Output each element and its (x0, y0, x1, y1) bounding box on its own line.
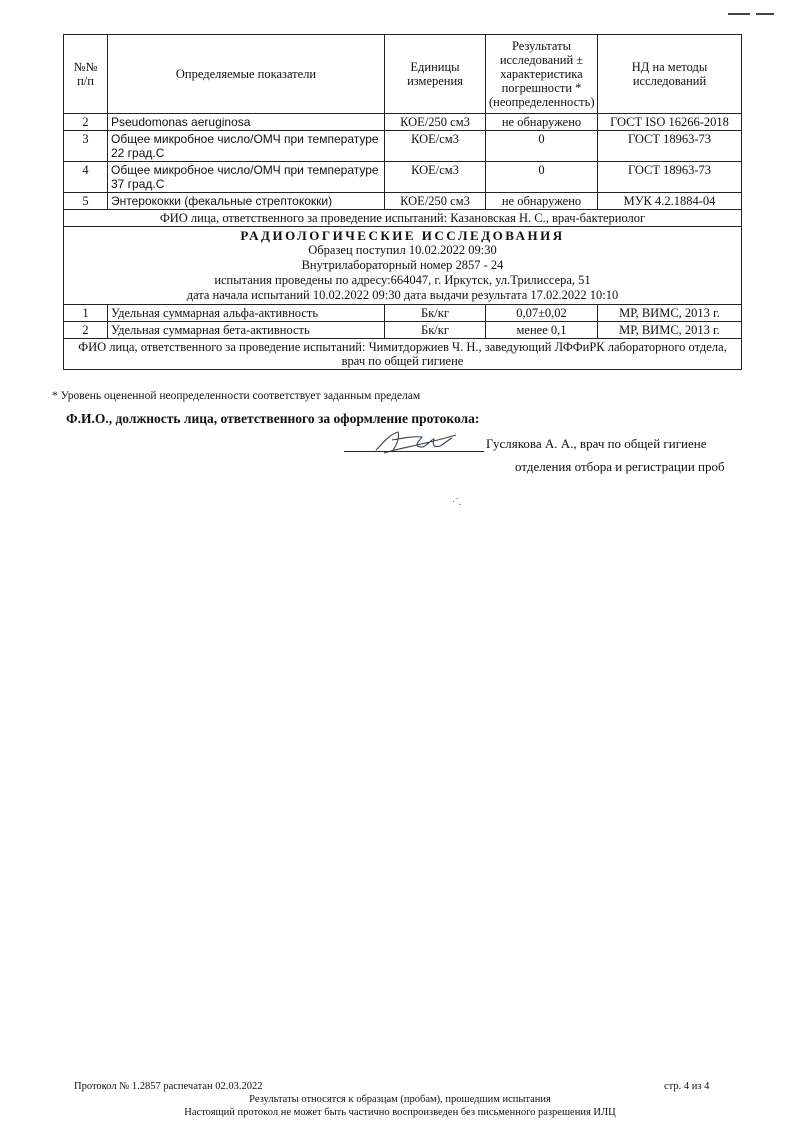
row-nd: ГОСТ 18963-73 (598, 162, 742, 193)
test-address: испытания проведены по адресу:664047, г. Иркутск, ул.Трилиссера, 51 (214, 273, 591, 287)
row-unit: КОЕ/см3 (385, 131, 486, 162)
footer-disclaimer-2: Настоящий протокол не может быть частично воспроизведен без письменного разрешения ИЛЦ (184, 1107, 616, 1118)
table-row (64, 193, 742, 210)
row-unit: КОЕ/250 см3 (385, 193, 486, 210)
scan-mark (728, 13, 750, 15)
row-num: 1 (64, 305, 108, 322)
row-unit: Бк/кг (385, 305, 486, 322)
micro-responsible-row (64, 210, 742, 227)
row-result: менее 0,1 (486, 322, 598, 339)
table-row (64, 131, 742, 162)
row-result: не обнаружено (486, 193, 598, 210)
table-row (64, 162, 742, 193)
table-header-row (64, 35, 742, 114)
row-num: 2 (64, 322, 108, 339)
sample-received: Образец поступил 10.02.2022 09:30 (308, 243, 497, 257)
row-result: не обнаружено (486, 114, 598, 131)
footer-protocol: Протокол № 1.2857 распечатан 02.03.2022 (74, 1081, 263, 1092)
row-result: 0 (486, 162, 598, 193)
row-name-text: Pseudomonas aeruginosa (111, 115, 251, 129)
row-num: 3 (64, 131, 108, 162)
row-num: 5 (64, 193, 108, 210)
row-nd: ГОСТ ISO 16266-2018 (598, 114, 742, 131)
signature-image (370, 426, 460, 458)
footer-disclaimer-1: Результаты относятся к образцам (пробам), прошедшим испытания (249, 1094, 551, 1105)
radio-section-row (64, 227, 742, 305)
test-dates: дата начала испытаний 10.02.2022 09:30 дата выдачи результата 17.02.2022 10:10 (186, 288, 619, 302)
row-nd: МУК 4.2.1884-04 (598, 193, 742, 210)
row-name: Удельная суммарная бета-активность (108, 322, 385, 339)
row-num: 4 (64, 162, 108, 193)
signatory-name: Гуслякова А. А., врач по общей гигиене (486, 436, 707, 451)
row-unit: КОЕ/см3 (385, 162, 486, 193)
header-num: №№ п/п (64, 35, 108, 114)
lab-number: Внутрилабораторный номер 2857 - 24 (301, 258, 504, 272)
micro-responsible: ФИО лица, ответственного за проведение испытаний: Казановская Н. С., врач-бактериолог (64, 210, 742, 227)
scan-mark (756, 13, 774, 15)
row-name (108, 193, 385, 210)
radio-responsible-row (64, 339, 742, 370)
header-nd: НД на методы исследований (598, 35, 742, 114)
row-name (108, 162, 385, 193)
row-name-text: Энтерококки (фекальные стрептококки) (111, 194, 333, 208)
row-num: 2 (64, 114, 108, 131)
section-title: РАДИОЛОГИЧЕСКИЕ ИССЛЕДОВАНИЯ (240, 228, 565, 243)
protocol-responsible-label: Ф.И.О., должность лица, ответственного за оформление протокола: (66, 411, 480, 426)
table-row (64, 114, 742, 131)
radio-responsible: ФИО лица, ответственного за проведение испытаний: Чимитдоржиев Ч. Н., заведующий ЛФФиРК лабораторного отдела, врач по общей гигиене (64, 339, 742, 370)
table-row (64, 305, 742, 322)
row-name (108, 114, 385, 131)
results-table (63, 34, 742, 370)
header-results: Результаты исследований ± характеристика погрешности *(неопределенность) (486, 35, 598, 114)
scan-speck: ·˙. (452, 497, 462, 508)
row-nd: ГОСТ 18963-73 (598, 131, 742, 162)
row-nd: МР, ВИМС, 2013 г. (598, 305, 742, 322)
row-name (108, 131, 385, 162)
header-units: Единицы измерения (385, 35, 486, 114)
uncertainty-footnote: * Уровень оцененной неопределенности соответствует заданным пределам (52, 390, 421, 402)
row-name: Удельная суммарная альфа-активность (108, 305, 385, 322)
header-indicator: Определяемые показатели (108, 35, 385, 114)
row-unit: Бк/кг (385, 322, 486, 339)
footer-page-number: стр. 4 из 4 (664, 1081, 710, 1092)
row-name-text: Общее микробное число/ОМЧ при температуре 22 град.С (111, 132, 379, 160)
row-nd: МР, ВИМС, 2013 г. (598, 322, 742, 339)
row-unit: КОЕ/250 см3 (385, 114, 486, 131)
signatory-department: отделения отбора и регистрации проб (515, 459, 725, 474)
row-result: 0,07±0,02 (486, 305, 598, 322)
row-name-text: Общее микробное число/ОМЧ при температуре 37 град.С (111, 163, 379, 191)
signature-line (344, 451, 484, 452)
radio-section (64, 227, 742, 305)
table-row (64, 322, 742, 339)
row-result: 0 (486, 131, 598, 162)
